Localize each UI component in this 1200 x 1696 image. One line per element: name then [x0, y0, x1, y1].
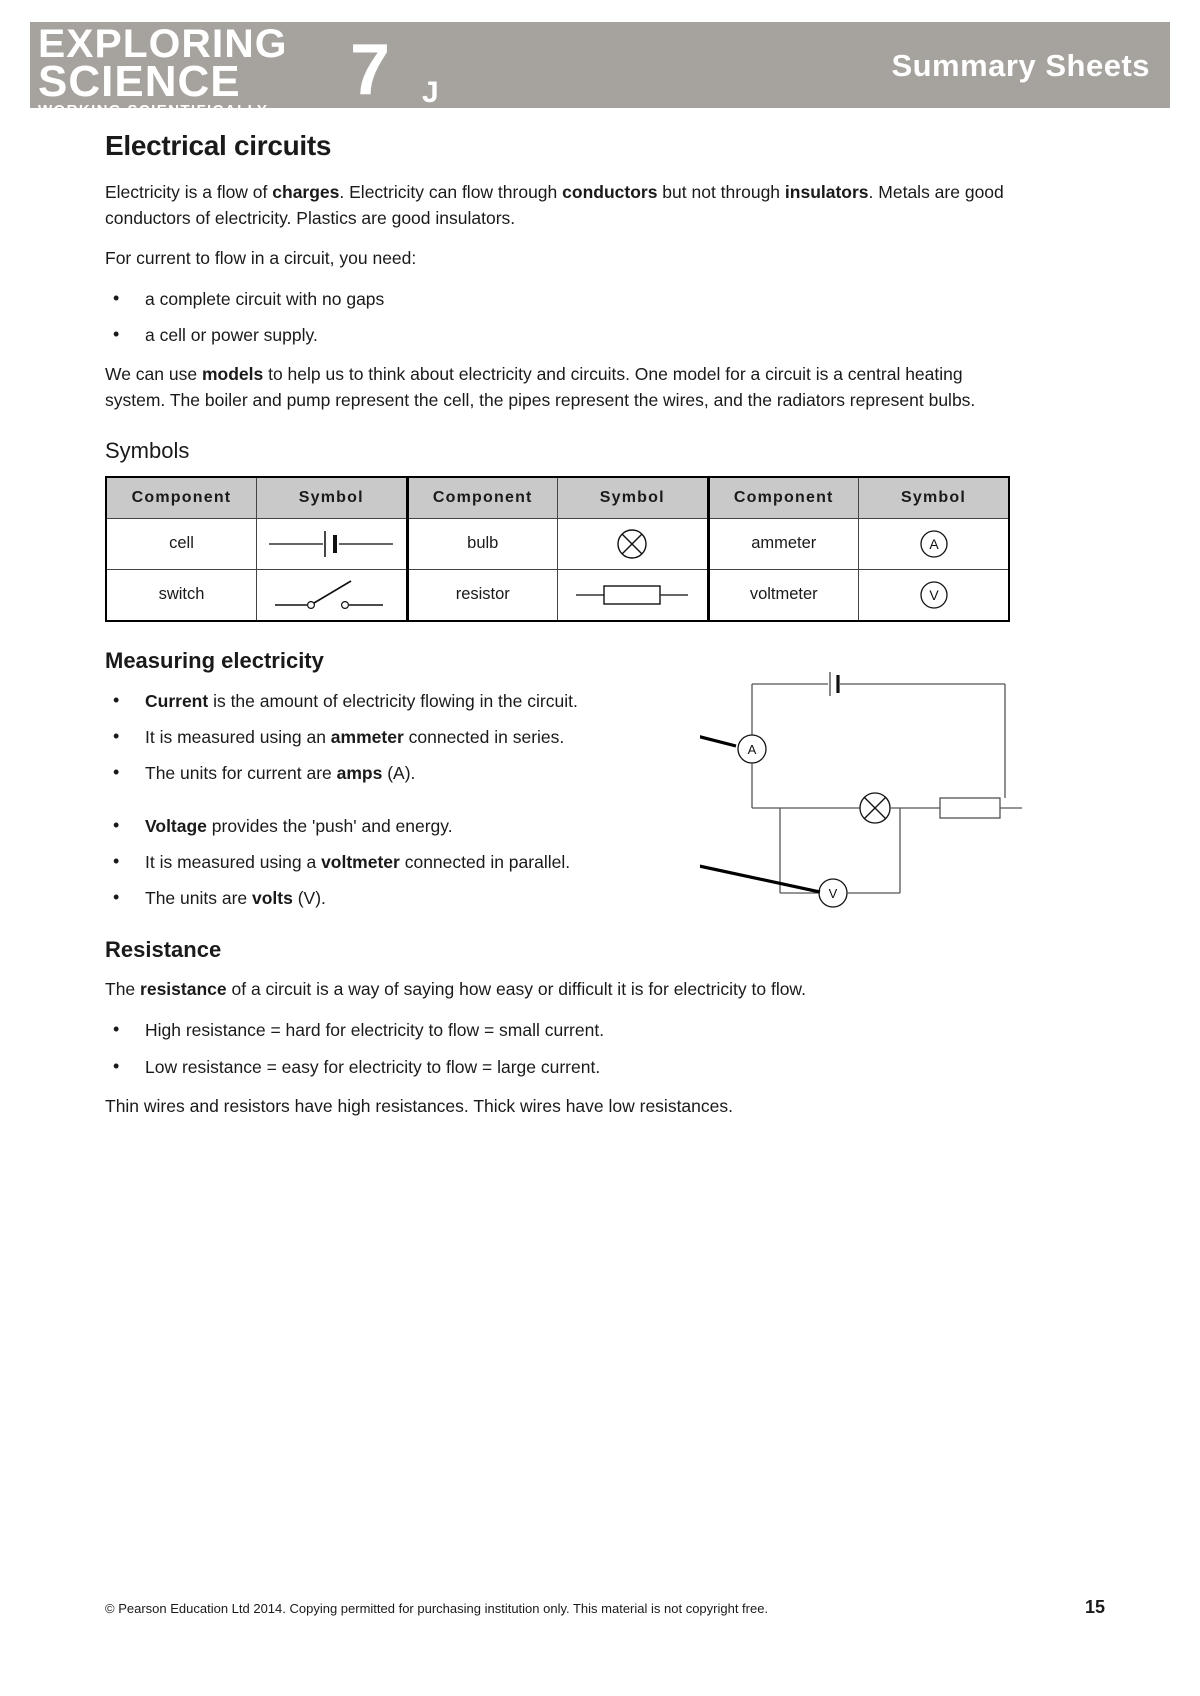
term-conductors: conductors [562, 182, 658, 202]
column-header-component-3: Component [708, 477, 859, 519]
unit-number: 7 [350, 30, 391, 110]
measuring-heading: Measuring electricity [105, 647, 324, 673]
copyright-notice: © Pearson Education Ltd 2014. Copying permitted for purchasing institution only. This material is not copyright free. [105, 1601, 769, 1616]
bullet-text: provides the 'push' and energy. [206, 815, 453, 836]
column-header-symbol-2: Symbol [558, 477, 709, 519]
intro-paragraph [105, 180, 1010, 232]
ammeter-leader-line [700, 722, 736, 746]
component-voltmeter: voltmeter [708, 569, 859, 621]
list-item [105, 760, 690, 786]
component-switch: switch [106, 569, 257, 621]
resistor-symbol [558, 569, 709, 621]
header-banner [30, 22, 1170, 119]
bullet-text: (A). [382, 763, 416, 784]
list-item [105, 688, 690, 714]
resistance-heading: Resistance [105, 937, 222, 963]
term-current: Current [145, 690, 209, 711]
component-cell: cell [106, 518, 257, 569]
symbols-table [105, 476, 1010, 622]
logo-line-working-scientifically: WORKING SCIENTIFICALLY [38, 102, 269, 119]
resistor-symbol [940, 798, 1000, 818]
voltmeter-leader-line [700, 855, 820, 892]
models-text-c: to help us to think about electricity and circuits. One model for a circuit is a central heating system. The boiler and pump represent the cell, the pipes represent the wires, and the radiators represent bulbs. [105, 364, 976, 411]
bullet-text: is the amount of electricity flowing in the circuit. [208, 690, 578, 711]
unit-letter: J [422, 76, 439, 109]
bullet-text: (V). [292, 888, 326, 909]
cell-symbol [257, 518, 408, 569]
current-bullet-list [105, 688, 690, 787]
page-number: 15 [1084, 1597, 1105, 1617]
bullet-pre: The units for current are [145, 763, 337, 784]
table-row [106, 518, 1009, 569]
ammeter-symbol [859, 518, 1010, 569]
resistance-text-c: of a circuit is a way of saying how easy or difficult it is for electricity to flow. [226, 979, 806, 1000]
resistance-bullet-list [105, 1017, 1010, 1080]
bulb-symbol [558, 518, 709, 569]
term-models: models [201, 364, 264, 385]
svg-text:A: A [747, 742, 757, 757]
current-flow-lead-in: For current to flow in a circuit, you need: [105, 247, 417, 268]
bullet-pre: It is measured using a [145, 851, 322, 872]
list-item: • Low resistance = easy for electricity to flow = large current. [105, 1054, 1010, 1080]
svg-text:A: A [928, 535, 939, 552]
term-voltage: Voltage [145, 815, 207, 836]
term-voltmeter: voltmeter [321, 851, 400, 872]
bullet-pre: It is measured using an [145, 727, 331, 748]
column-header-component-1: Component [106, 477, 257, 519]
resistance-text-a: The [105, 979, 141, 1000]
resistance-paragraph [105, 977, 1010, 1003]
term-charges: charges [272, 182, 340, 202]
intro-text-a: Electricity is a flow of [105, 182, 273, 202]
resistance-outro: Thin wires and resistors have high resistances. Thick wires have low resistances. [105, 1095, 733, 1116]
series-parallel-circuit-diagram [700, 660, 1030, 920]
list-item: • a cell or power supply. [105, 322, 1010, 348]
models-paragraph [105, 362, 1010, 414]
symbols-heading: Symbols [105, 437, 190, 463]
voltmeter-symbol [859, 569, 1010, 621]
column-header-symbol-1: Symbol [257, 477, 408, 519]
page-content [105, 130, 1010, 1134]
term-volts: volts [252, 888, 293, 909]
intro-text-c: . Electricity can flow through [339, 182, 563, 202]
component-resistor: resistor [407, 569, 558, 621]
exploring-science-logo [38, 22, 338, 119]
list-item: • a complete circuit with no gaps [105, 286, 1010, 312]
term-ammeter: ammeter [330, 727, 404, 748]
term-resistance: resistance [140, 979, 227, 1000]
page-title: Electrical circuits [105, 130, 332, 161]
component-ammeter: ammeter [708, 518, 859, 569]
logo-line-exploring: EXPLORING [38, 22, 288, 66]
list-item [105, 813, 690, 839]
switch-symbol [257, 569, 408, 621]
column-header-component-2: Component [407, 477, 558, 519]
term-amps: amps [336, 763, 383, 784]
list-item [105, 724, 690, 750]
bullet-pre: The units are [145, 888, 252, 909]
logo-line-science: SCIENCE [38, 57, 241, 106]
voltage-bullet-list [105, 813, 690, 912]
component-bulb: bulb [407, 518, 558, 569]
table-header-row [106, 477, 1009, 519]
bullet-text: connected in series. [403, 727, 565, 748]
list-item [105, 849, 690, 875]
list-item [105, 885, 690, 911]
models-text-a: We can use [105, 364, 202, 385]
intro-text-e: but not through [657, 182, 785, 202]
column-header-symbol-3: Symbol [859, 477, 1010, 519]
term-insulators: insulators [784, 182, 869, 202]
page-footer [105, 1597, 1105, 1618]
banner-title: Summary Sheets [891, 48, 1150, 83]
svg-text:V: V [928, 586, 939, 603]
requirements-list [105, 286, 1010, 349]
bullet-text: connected in parallel. [399, 851, 571, 872]
svg-text:V: V [828, 886, 838, 901]
table-row [106, 569, 1009, 621]
list-item: • High resistance = hard for electricity to flow = small current. [105, 1017, 1010, 1043]
intro-text-g: . Metals are good conductors of electricity. Plastics are good insulators. [105, 182, 1004, 228]
measuring-text-column [105, 688, 690, 912]
